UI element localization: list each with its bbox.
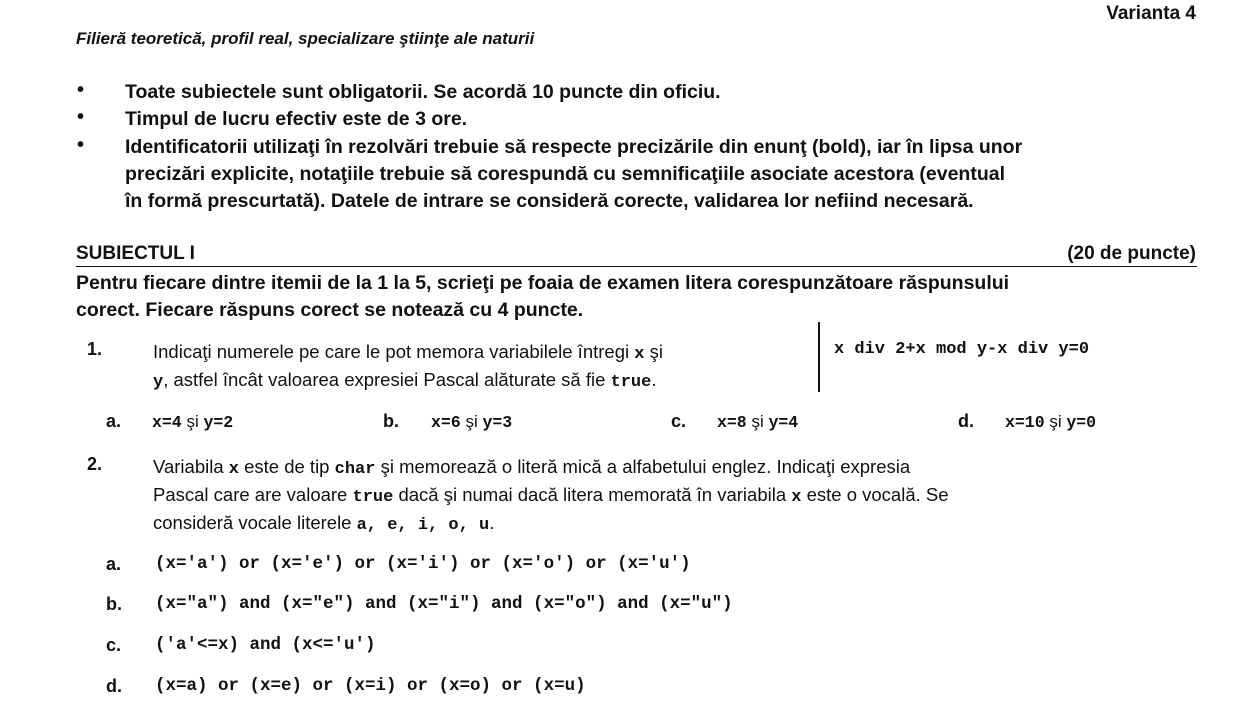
rule-text: Toate subiectele sunt obligatorii. Se acordă 10 puncte din oficiu. — [125, 81, 721, 103]
bullet-dot: • — [77, 106, 85, 128]
option-expression: (x=a) or (x=e) or (x=i) or (x=o) or (x=u) — [155, 676, 586, 696]
option-expression: (x="a") and (x="e") and (x="i") and (x="o") and (x="u") — [155, 594, 733, 614]
bullet-dot: • — [77, 134, 85, 156]
code-divider — [818, 322, 820, 392]
question-text: consideră vocale literele a, e, i, o, u. — [153, 512, 495, 535]
section-instructions: corect. Fiecare răspuns corect se notează cu 4 puncte. — [76, 299, 584, 321]
option-expression: (x='a') or (x='e') or (x='i') or (x='o') or (x='u') — [155, 554, 691, 574]
option-letter: c. — [671, 411, 687, 431]
option-letter: b. — [106, 594, 122, 614]
pascal-expression: x div 2+x mod y-x div y=0 — [834, 340, 1090, 359]
bullet-dot: • — [77, 79, 85, 101]
question-text: y, astfel încât valoarea expresiei Pascal alăturate să fie true. — [153, 369, 657, 392]
section-title: SUBIECTUL I — [76, 243, 195, 264]
rule-text: Identificatorii utilizaţi în rezolvări trebuie să respecte precizările din enunţ (bold), iar în lipsa unor — [125, 136, 1023, 158]
variant-label: Varianta 4 — [1106, 3, 1196, 24]
question-text: Indicaţi numerele pe care le pot memora variabilele întregi x şi — [153, 341, 663, 364]
option-letter: d. — [958, 411, 974, 431]
exam-subtitle: Filieră teoretică, profil real, specializare ştiinţe ale naturii — [76, 29, 535, 48]
question-text: Variabila x este de tip char şi memorează o literă mică a alfabetului englez. Indicaţi expresia — [153, 456, 911, 479]
option-answer: x=4 şi y=2 — [152, 412, 234, 432]
option-letter: c. — [106, 635, 122, 655]
rule-text: precizări explicite, notaţiile trebuie să corespundă cu semnificaţiile asociate acestora (eventual — [125, 163, 1006, 185]
option-expression: ('a'<=x) and (x<='u') — [155, 635, 376, 655]
option-letter: d. — [106, 676, 122, 696]
question-number: 1. — [87, 339, 103, 359]
question-text: Pascal care are valoare true dacă şi numai dacă litera memorată în variabila x este o vocală. Se — [153, 484, 949, 507]
section-points: (20 de puncte) — [1067, 243, 1196, 264]
option-letter: a. — [106, 411, 122, 431]
section-divider — [76, 266, 1197, 267]
section-instructions: Pentru fiecare dintre itemii de la 1 la 5, scrieţi pe foaia de examen litera corespunzătoare răspunsului — [76, 272, 1010, 294]
rule-text: în formă prescurtată). Datele de intrare se consideră corecte, validarea lor nefiind necesară. — [125, 190, 974, 212]
option-letter: b. — [383, 411, 399, 431]
option-answer: x=10 şi y=0 — [1005, 412, 1097, 432]
option-letter: a. — [106, 554, 122, 574]
rule-text: Timpul de lucru efectiv este de 3 ore. — [125, 108, 468, 130]
option-answer: x=6 şi y=3 — [431, 412, 513, 432]
question-number: 2. — [87, 454, 103, 474]
option-answer: x=8 şi y=4 — [717, 412, 799, 432]
